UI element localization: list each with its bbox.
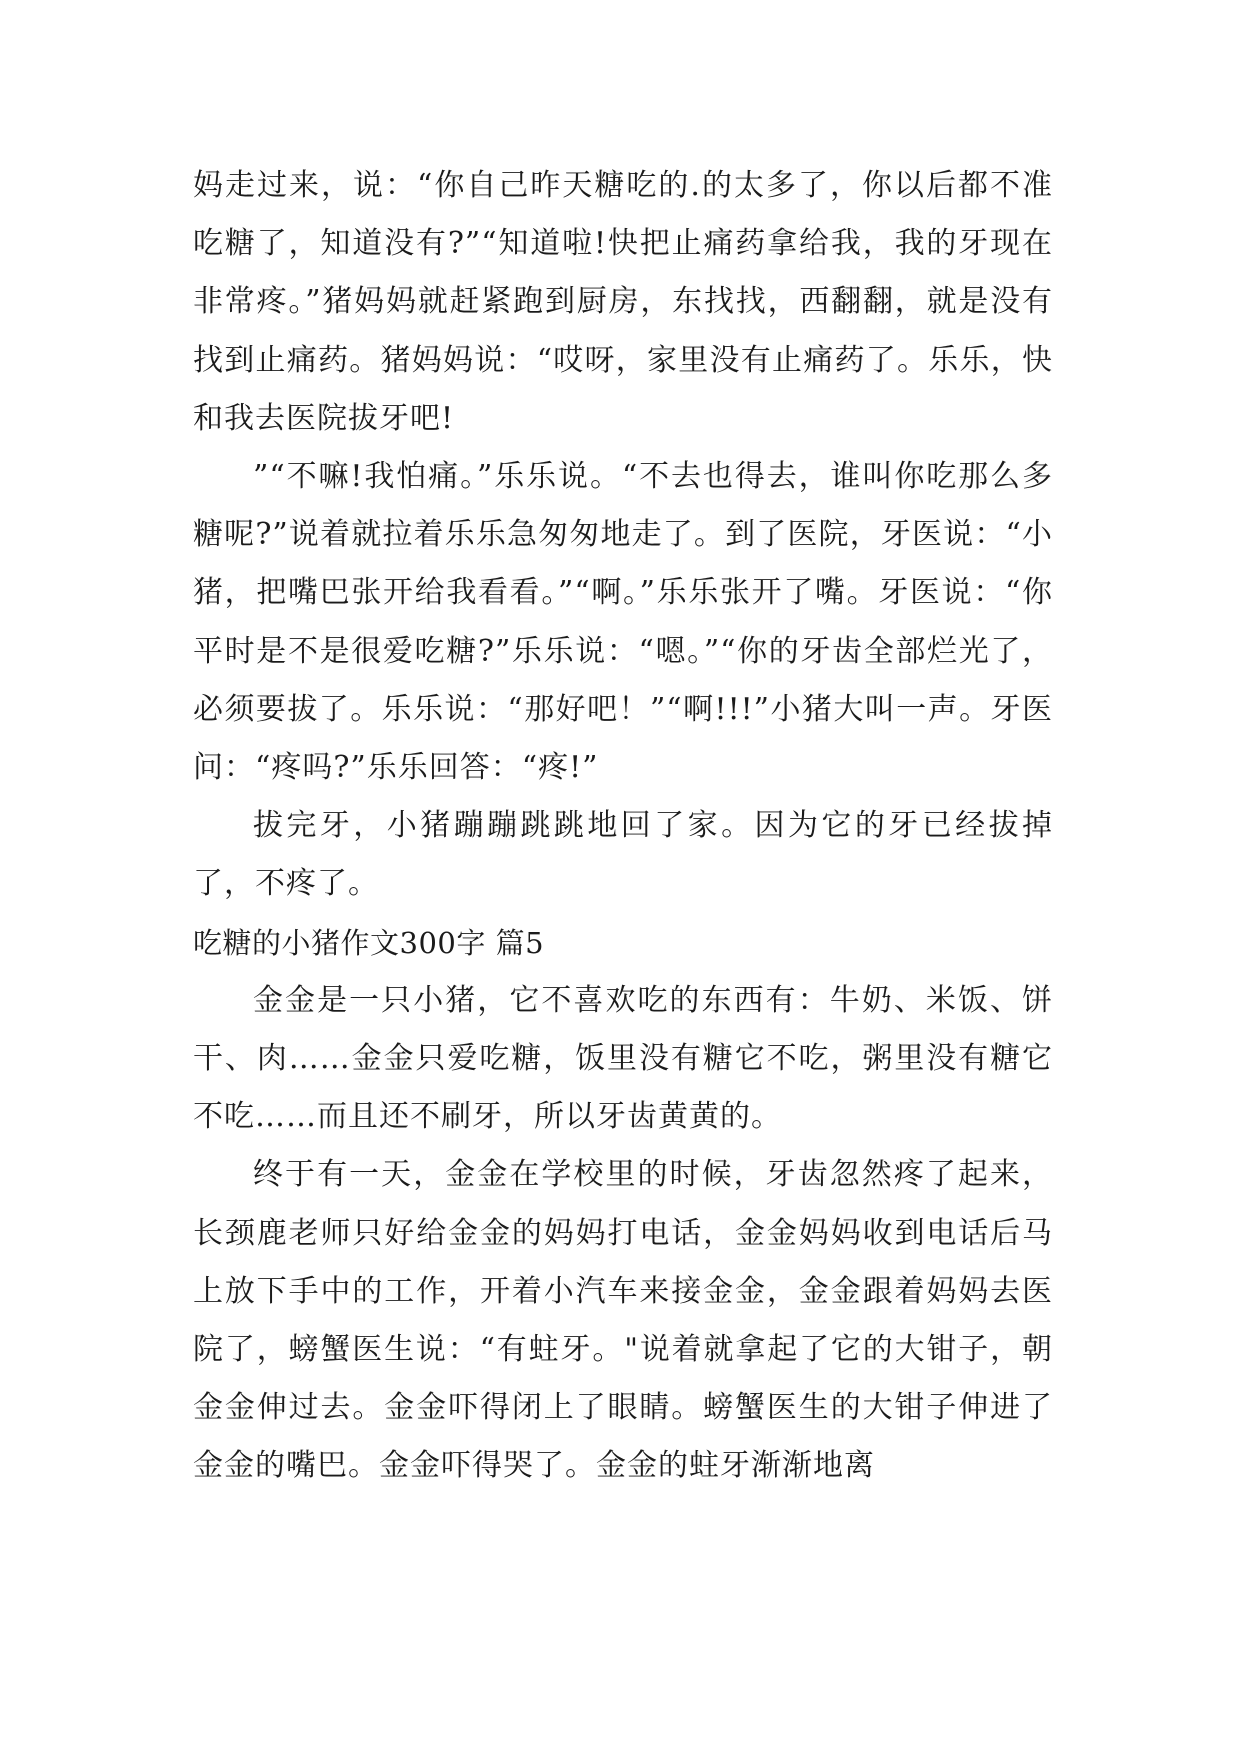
section-title: 吃糖的小猪作文300字 篇5 <box>193 925 545 960</box>
paragraph: 拔完牙，小猪蹦蹦跳跳地回了家。因为它的牙已经拔掉了，不疼了。 <box>193 808 1053 902</box>
paragraph: ”“不嘛!我怕痛。”乐乐说。“不去也得去，谁叫你吃那么多糖呢?”说着就拉着乐乐急匆匆地走了。到了医院，牙医说：“小猪，把嘴巴张开给我看看。”“啊。”乐乐张开了嘴。牙医说：“你平时是不是很爱吃糖?”乐乐说：“嗯。”“你的牙齿全部烂光了，必须要拔了。乐乐说：“那好吧！”“啊!!!”小猪大叫一声。牙医问：“疼吗?”乐乐回答：“疼!” <box>193 459 1053 786</box>
document-body <box>193 157 1053 1496</box>
paragraph: 妈走过来，说：“你自己昨天糖吃的.的太多了，你以后都不准吃糖了，知道没有?”“知道啦!快把止痛药拿给我，我的牙现在非常疼。”猪妈妈就赶紧跑到厨房，东找找，西翻翻，就是没有找到止痛药。猪妈妈说：“哎呀，家里没有止痛药了。乐乐，快和我去医院拔牙吧! <box>193 168 1053 436</box>
paragraph: 金金是一只小猪，它不喜欢吃的东西有：牛奶、米饭、饼干、肉……金金只爱吃糖，饭里没有糖它不吃，粥里没有糖它不吃……而且还不刷牙，所以牙齿黄黄的。 <box>193 982 1053 1135</box>
paragraph: 终于有一天，金金在学校里的时候，牙齿忽然疼了起来，长颈鹿老师只好给金金的妈妈打电话，金金妈妈收到电话后马上放下手中的工作，开着小汽车来接金金，金金跟着妈妈去医院了，螃蟹医生说：“有蛀牙。"说着就拿起了它的大钳子，朝金金伸过去。金金吓得闭上了眼睛。螃蟹医生的大钳子伸进了金金的嘴巴。金金吓得哭了。金金的蛀牙渐渐地离 <box>193 1157 1053 1484</box>
